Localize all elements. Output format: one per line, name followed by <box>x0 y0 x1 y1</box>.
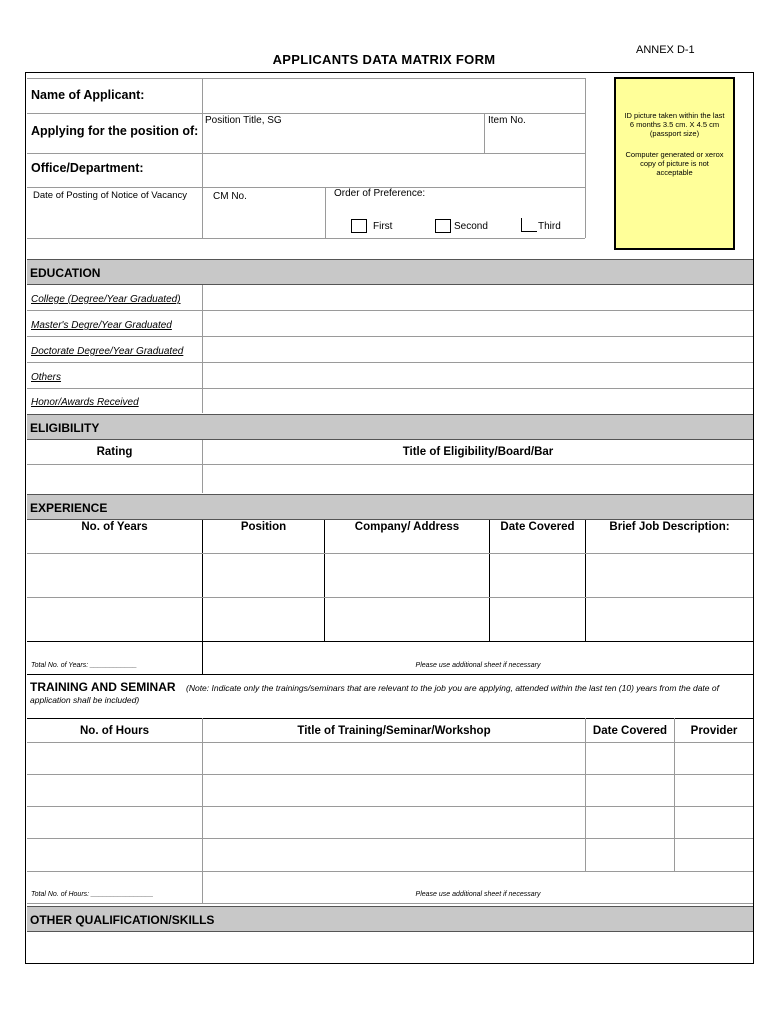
divider <box>27 742 753 743</box>
item-no-label: Item No. <box>488 115 526 126</box>
divider <box>202 78 203 238</box>
divider <box>27 113 585 114</box>
education-masters-field[interactable] <box>204 312 752 335</box>
divider <box>27 838 753 839</box>
divider <box>27 464 753 465</box>
training-date-header: Date Covered <box>592 725 668 737</box>
divider <box>27 78 585 79</box>
order-of-preference-label: Order of Preference: <box>334 188 426 199</box>
divider <box>27 774 753 775</box>
preference-first-label: First <box>373 221 393 232</box>
experience-years-header: No. of Years <box>81 521 148 533</box>
eligibility-rating-field[interactable] <box>28 466 201 492</box>
office-department-label: Office/Department: <box>31 161 144 175</box>
photo-warning: Computer generated or xerox copy of picture is not acceptable <box>625 150 724 177</box>
education-section-header <box>27 259 753 285</box>
annex-label: ANNEX D-1 <box>636 44 695 56</box>
training-note: (Note: Indicate only the trainings/seminars that are relevant to the job you are applying, attended within the last ten (10) years from the date of application shall be included) <box>30 683 719 705</box>
education-others-field[interactable] <box>204 364 752 387</box>
other-qualification-title: OTHER QUALIFICATION/SKILLS <box>30 913 215 927</box>
id-picture-box[interactable] <box>614 77 735 250</box>
education-doctorate-field[interactable] <box>204 338 752 361</box>
divider <box>585 78 586 238</box>
divider <box>27 362 753 363</box>
position-title-field[interactable] <box>204 128 483 152</box>
other-qualification-field[interactable] <box>28 934 752 962</box>
experience-position-header: Position <box>240 521 287 533</box>
divider <box>27 187 585 188</box>
training-row[interactable] <box>28 744 752 773</box>
training-hours-header: No. of Hours <box>80 725 149 737</box>
name-of-applicant-field[interactable] <box>204 80 584 112</box>
eligibility-title-field[interactable] <box>204 466 752 492</box>
training-title: TRAINING AND SEMINAR <box>30 680 176 694</box>
divider <box>202 285 203 413</box>
experience-date-header: Date Covered <box>500 521 575 533</box>
divider <box>27 674 753 675</box>
eligibility-title: ELIGIBILITY <box>30 421 100 435</box>
divider <box>27 310 753 311</box>
divider <box>27 336 753 337</box>
name-of-applicant-label: Name of Applicant: <box>31 88 145 102</box>
education-college-field[interactable] <box>204 287 752 309</box>
divider <box>27 718 753 719</box>
experience-total-years-label: Total No. of Years: ____________ <box>31 662 137 669</box>
education-doctorate-label: Doctorate Degree/Year Graduated <box>31 346 184 357</box>
eligibility-title-header: Title of Eligibility/Board/Bar <box>402 446 554 458</box>
divider <box>27 553 753 554</box>
divider <box>27 903 753 904</box>
divider <box>27 388 753 389</box>
education-title: EDUCATION <box>30 266 101 280</box>
training-row[interactable] <box>28 840 752 870</box>
experience-row[interactable] <box>28 555 752 596</box>
divider <box>27 806 753 807</box>
photo-instruction: ID picture taken within the last 6 months 3.5 cm. X 4.5 cm (passport size) <box>624 111 725 138</box>
eligibility-section-header <box>27 414 753 440</box>
divider <box>27 871 753 872</box>
other-qualification-section-header <box>27 906 753 932</box>
divider <box>27 238 585 239</box>
education-honors-field[interactable] <box>204 390 752 412</box>
divider <box>27 597 753 598</box>
education-college-label: College (Degree/Year Graduated) <box>31 294 181 305</box>
experience-additional-note: Please use additional sheet if necessary <box>415 662 541 669</box>
training-total-hours-label: Total No. of Hours: ________________ <box>31 891 154 898</box>
office-department-field[interactable] <box>204 155 584 186</box>
eligibility-rating-header: Rating <box>96 446 133 458</box>
divider <box>27 641 753 642</box>
training-provider-header: Provider <box>690 725 738 737</box>
preference-first-checkbox[interactable] <box>351 219 367 233</box>
experience-description-header: Brief Job Description: <box>609 521 730 533</box>
training-row[interactable] <box>28 776 752 805</box>
position-title-label: Position Title, SG <box>205 115 282 126</box>
applying-position-label: Applying for the position of: <box>31 124 199 138</box>
experience-row[interactable] <box>28 599 752 640</box>
education-honors-label: Honor/Awards Received <box>31 397 139 408</box>
form-title: APPLICANTS DATA MATRIX FORM <box>272 52 496 67</box>
cm-no-label: CM No. <box>213 191 247 202</box>
experience-company-header: Company/ Address <box>354 521 460 533</box>
experience-title: EXPERIENCE <box>30 501 108 515</box>
training-title-header: Title of Training/Seminar/Workshop <box>297 725 491 737</box>
divider <box>27 153 585 154</box>
preference-third-checkbox[interactable] <box>521 218 537 232</box>
education-others-label: Others <box>31 372 62 383</box>
preference-second-checkbox[interactable] <box>435 219 451 233</box>
posting-date-label: Date of Posting of Notice of Vacancy <box>33 190 188 201</box>
divider <box>484 113 485 153</box>
divider <box>325 187 326 238</box>
preference-third-label: Third <box>538 221 561 232</box>
training-row[interactable] <box>28 808 752 837</box>
preference-second-label: Second <box>454 221 488 232</box>
education-masters-label: Master's Degre/Year Graduated <box>31 320 172 331</box>
item-no-field[interactable] <box>486 128 584 152</box>
training-additional-note: Please use additional sheet if necessary <box>415 891 541 898</box>
experience-section-header <box>27 494 753 520</box>
